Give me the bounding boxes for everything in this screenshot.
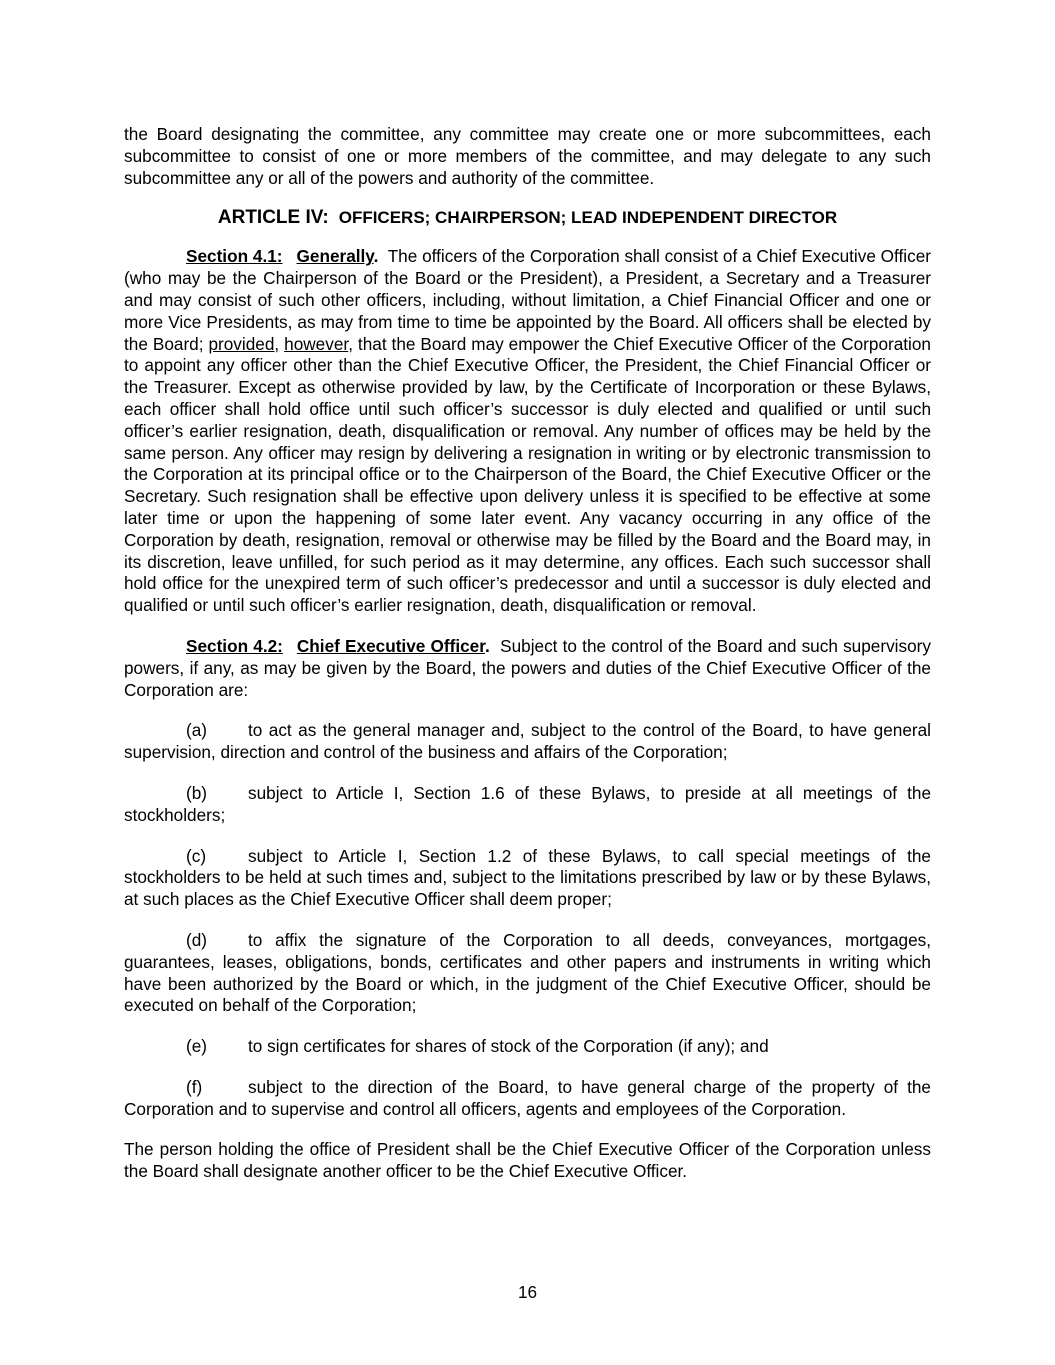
list-item-label: (d) — [186, 929, 208, 950]
list-item-text: subject to Article I, Section 1.6 of these Bylaws, to preside at all meetings of the stockholders; — [124, 782, 931, 825]
list-item-label: (b) — [186, 782, 208, 803]
section-4-1-text-a: The officers of the Corporation shall consist of a Chief Executive Officer (who may be the Chairperson of the Board or the President), a President, a Secretary and a Treasurer and may consist of such other officers, including, without limitation, a Chief Financial Officer and one or more Vice Presidents, as may from time to time be appointed by the Board. All officers shall be elected by the Board; — [124, 246, 931, 354]
section-4-2-number: Section 4.2: — [186, 635, 283, 656]
list-item-label: (f) — [186, 1076, 203, 1097]
however-term: however — [284, 333, 349, 354]
list-item-text: subject to Article I, Section 1.2 of these Bylaws, to call special meetings of the stockholders to be held at such times and, subject to the limitations prescribed by law or by these Bylaws, at such places as the Chief Executive Officer shall deem proper; — [124, 845, 931, 910]
section-4-1-paragraph: Section 4.1: Generally. The officers of the Corporation shall consist of a Chief Executive Officer (who may be the Chairperson of the Board or the President), a President, a Secretary and a Treasurer and may consist of such other officers, including, without limitation, a Chief Financial Officer and one or more Vice Presidents, as may from time to time be appointed by the Board. All officers shall be elected by the Board; provided, however, that the Board may empower the Chief Executive Officer of the Corporation to appoint any officer other than the Chief Executive Officer, the President, the Chief Financial Officer or the Treasurer. Except as otherwise provided by law, by the Certificate of Incorporation or these Bylaws, each officer shall hold office until such officer’s successor is duly elected and qualified or until such officer’s earlier resignation, death, disqualification or removal. Any number of offices may be held by the same person. Any officer may resign by delivering a resignation in writing or by electronic transmission to the Corporation at its principal office or to the Chairperson of the Board, the Chief Executive Officer or the Secretary. Such resignation shall be effective upon delivery unless it is specified to be effective at some later time or upon the happening of some later event. Any vacancy occurring in any office of the Corporation by death, resignation, removal or otherwise may be filled by the Board and the Board may, in its discretion, leave unfilled, for such period as it may determine, any offices. Each such successor shall hold office for the unexpired term of such officer’s predecessor and until a successor is duly elected and qualified or until such officer’s earlier resignation, death, disqualification or removal. — [124, 246, 931, 616]
article-title: OFFICERS; CHAIRPERSON; LEAD INDEPENDENT DIRECTOR — [338, 208, 838, 228]
list-item-label: (e) — [186, 1036, 208, 1057]
list-item — [124, 720, 931, 764]
section-4-2-text: Subject to the control of the Board and such supervisory powers, if any, as may be given by the Board, the powers and duties of the Chief Executive Officer of the Corporation are: — [124, 635, 931, 700]
article-heading — [124, 205, 931, 230]
intro-paragraph: the Board designating the committee, any committee may create one or more subcommittees, each subcommittee to consist of one or more members of the committee, and may delegate to any such subcommittee any or all of the powers and authority of the committee. — [124, 124, 931, 188]
article-number: ARTICLE IV: — [217, 207, 329, 229]
section-4-1-title: Generally — [296, 246, 374, 267]
list-item-text: to affix the signature of the Corporation to all deeds, conveyances, mortgages, guarantees, leases, obligations, bonds, certificates and other papers and instruments in writing which have been authorized by the Board or which, in the judgment of the Chief Executive Officer, should be executed on behalf of the Corporation; — [124, 929, 931, 1016]
list-item-text: to act as the general manager and, subject to the control of the Board, to have general supervision, direction and control of the business and affairs of the Corporation; — [124, 720, 931, 763]
list-item — [124, 1036, 931, 1058]
list-item — [124, 930, 931, 1017]
section-4-1-text-b: , that the Board may empower the Chief Executive Officer of the Corporation to appoint any officer other than the Chief Executive Officer, the President, the Chief Financial Officer or the Treasurer. Except as otherwise provided by law, by the Certificate of Incorporation or these Bylaws, each officer shall hold office until such officer’s successor is duly elected and qualified or until such officer’s earlier resignation, death, disqualification or removal. Any number of offices may be held by the same person. Any officer may resign by delivering a resignation in writing or by electronic transmission to the Corporation at its principal office or to the Chairperson of the Board, the Chief Executive Officer or the Secretary. Such resignation shall be effective upon delivery unless it is specified to be effective at some later time or upon the happening of some later event. Any vacancy occurring in any office of the Corporation by death, resignation, removal or otherwise may be filled by the Board and the Board may, in its discretion, leave unfilled, for such period as it may determine, any offices. Each such successor shall hold office for the unexpired term of such officer’s predecessor and until a successor is duly elected and qualified or until such officer’s earlier resignation, death, disqualification or removal. — [124, 333, 931, 616]
page-number: 16 — [517, 1282, 538, 1302]
section-4-2-paragraph: Section 4.2: Chief Executive Officer. Subject to the control of the Board and such supervisory powers, if any, as may be given by the Board, the powers and duties of the Chief Executive Officer of the Corporation are: — [124, 635, 931, 700]
list-item — [124, 1077, 931, 1121]
list-item-text: to sign certificates for shares of stock of the Corporation (if any); and — [248, 1036, 769, 1057]
section-4-2-title: Chief Executive Officer — [296, 635, 485, 656]
provided-term: provided, — [208, 333, 280, 354]
list-item — [124, 846, 931, 911]
list-item-label: (c) — [186, 845, 207, 866]
list-item-label: (a) — [186, 720, 208, 741]
list-item-text: subject to the direction of the Board, to have general charge of the property of the Corporation and to supervise and control all officers, agents and employees of the Corporation. — [124, 1076, 931, 1119]
document-page — [124, 124, 931, 1183]
list-item — [124, 783, 931, 827]
closing-paragraph: The person holding the office of President shall be the Chief Executive Officer of the Corporation unless the Board shall designate another officer to be the Chief Executive Officer. — [124, 1139, 931, 1182]
section-4-1-number: Section 4.1: — [186, 246, 283, 267]
